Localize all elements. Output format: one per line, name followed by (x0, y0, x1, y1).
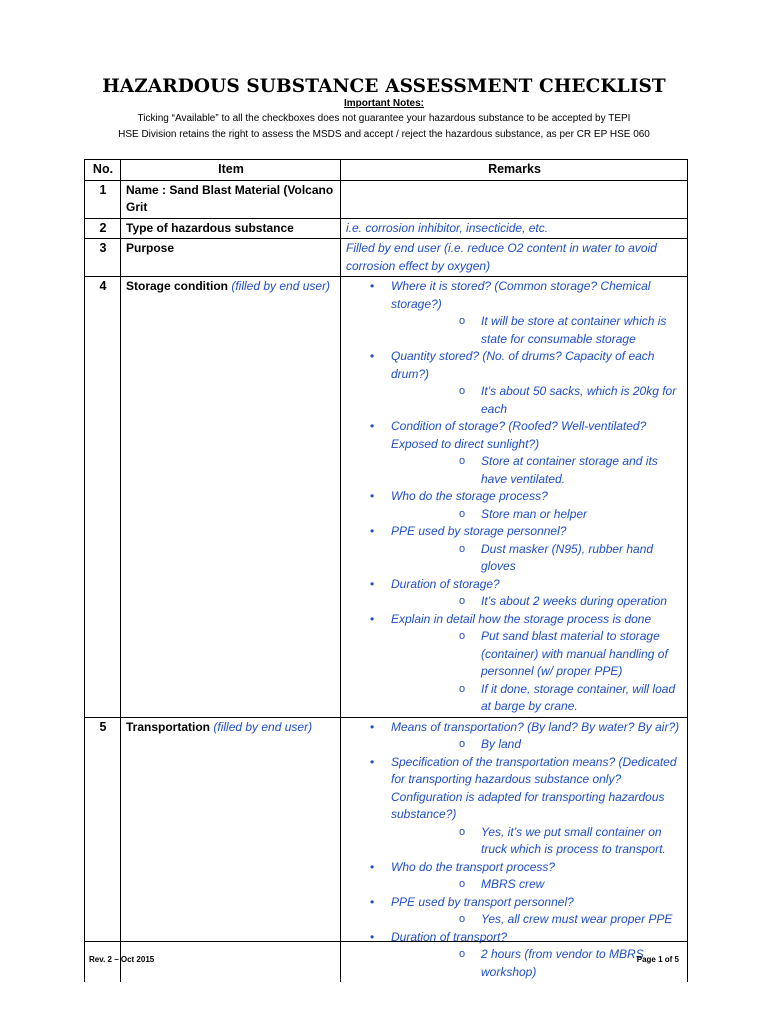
page-number: Page 1 of 5 (636, 955, 679, 964)
remark-cell (341, 277, 688, 718)
column-header-no: No. (85, 160, 121, 181)
answer: o Store man or helper (391, 506, 683, 524)
item-hint: (filled by end user) (231, 279, 331, 293)
table-row (85, 277, 688, 718)
item-name: Purpose (121, 239, 341, 277)
remark-cell (341, 717, 688, 982)
row-number: 4 (85, 277, 121, 718)
answer: o It’s about 2 weeks during operation (391, 593, 683, 611)
question: • Quantity stored? (No. of drums? Capacity of each drum?) o It’s about 50 sacks, which is 20kg for each (346, 348, 683, 418)
remark-cell: Filled by end user (i.e. reduce O2 content in water to avoid corrosion effect by oxygen) (341, 239, 688, 277)
question: • Specification of the transportation means? (Dedicated for transporting hazardous substance only? Configuration is adapted for transporting hazardous substance?) o Yes, it’s we put small container on truck which is process to transport. (346, 754, 683, 859)
revision-label: Rev. 2 – Oct 2015 (89, 955, 155, 964)
note-line-1: Ticking “Available” to all the checkboxes does not guarantee your hazardous substance to be accepted by TEPI (137, 113, 631, 124)
remark-cell: i.e. corrosion inhibitor, insecticide, etc. (341, 218, 688, 239)
row-number: 5 (85, 717, 121, 982)
item-name: Type of hazardous substance (121, 218, 341, 239)
question: • Duration of storage? o It’s about 2 weeks during operation (346, 576, 683, 611)
column-header-item: Item (121, 160, 341, 181)
answer: o Store at container storage and its have ventilated. (391, 453, 683, 488)
item-name: Name : Sand Blast Material (Volcano Grit (121, 180, 341, 218)
answer: o MBRS crew (391, 876, 683, 894)
question: • Who do the storage process? o Store man or helper (346, 488, 683, 523)
answer: o If it done, storage container, will load at barge by crane. (391, 681, 683, 716)
remark-cell (341, 180, 688, 218)
answer: o It will be store at container which is state for consumable storage (391, 313, 683, 348)
table-row (85, 239, 688, 277)
item-cell (121, 717, 341, 982)
answer: o By land (391, 736, 683, 754)
question: • Where it is stored? (Common storage? Chemical storage?) o It will be store at container which is state for consumable storage (346, 278, 683, 348)
answer: o Yes, all crew must wear proper PPE (391, 911, 683, 929)
question: • Who do the transport process? o MBRS crew (346, 859, 683, 894)
answer: o Put sand blast material to storage (container) with manual handling of personnel (w/ proper PPE) (391, 628, 683, 681)
row-number: 3 (85, 239, 121, 277)
row-number: 2 (85, 218, 121, 239)
table-row (85, 218, 688, 239)
note-line-2: HSE Division retains the right to assess the MSDS and accept / reject the hazardous substance, as per CR EP HSE 060 (118, 129, 650, 140)
item-name: Transportation (126, 719, 211, 734)
question: • Means of transportation? (By land? By water? By air?) o By land (346, 719, 683, 754)
table-header-row (85, 160, 688, 181)
table-row (85, 180, 688, 218)
answer: o Yes, it’s we put small container on truck which is process to transport. (391, 824, 683, 859)
column-header-remarks: Remarks (341, 160, 688, 181)
answer: o 2 hours (from vendor to MBRS workshop) (391, 946, 683, 981)
answer: o It’s about 50 sacks, which is 20kg for each (391, 383, 683, 418)
footer-divider (84, 941, 687, 942)
item-cell (121, 277, 341, 718)
page-title: HAZARDOUS SUBSTANCE ASSESSMENT CHECKLIST (102, 76, 666, 97)
question: • Duration of transport? o 2 hours (from vendor to MBRS workshop) (346, 929, 683, 982)
item-hint: (filled by end user) (213, 719, 313, 734)
question: • PPE used by storage personnel? o Dust masker (N95), rubber hand gloves (346, 523, 683, 576)
row-number: 1 (85, 180, 121, 218)
notes-heading: Important Notes: (344, 98, 424, 109)
question: • Explain in detail how the storage process is done o Put sand blast material to storage (container) with manual handling of personnel (w/ proper PPE) o If it done, storage container, will load at barge by crane. (346, 611, 683, 716)
table-row (85, 717, 688, 982)
answer: o Dust masker (N95), rubber hand gloves (391, 541, 683, 576)
question: • Condition of storage? (Roofed? Well-ventilated? Exposed to direct sunlight?) o Store at container storage and its have ventilated. (346, 418, 683, 488)
item-name: Storage condition (126, 279, 228, 293)
checklist-table (84, 159, 688, 982)
question: • PPE used by transport personnel? o Yes, all crew must wear proper PPE (346, 894, 683, 929)
